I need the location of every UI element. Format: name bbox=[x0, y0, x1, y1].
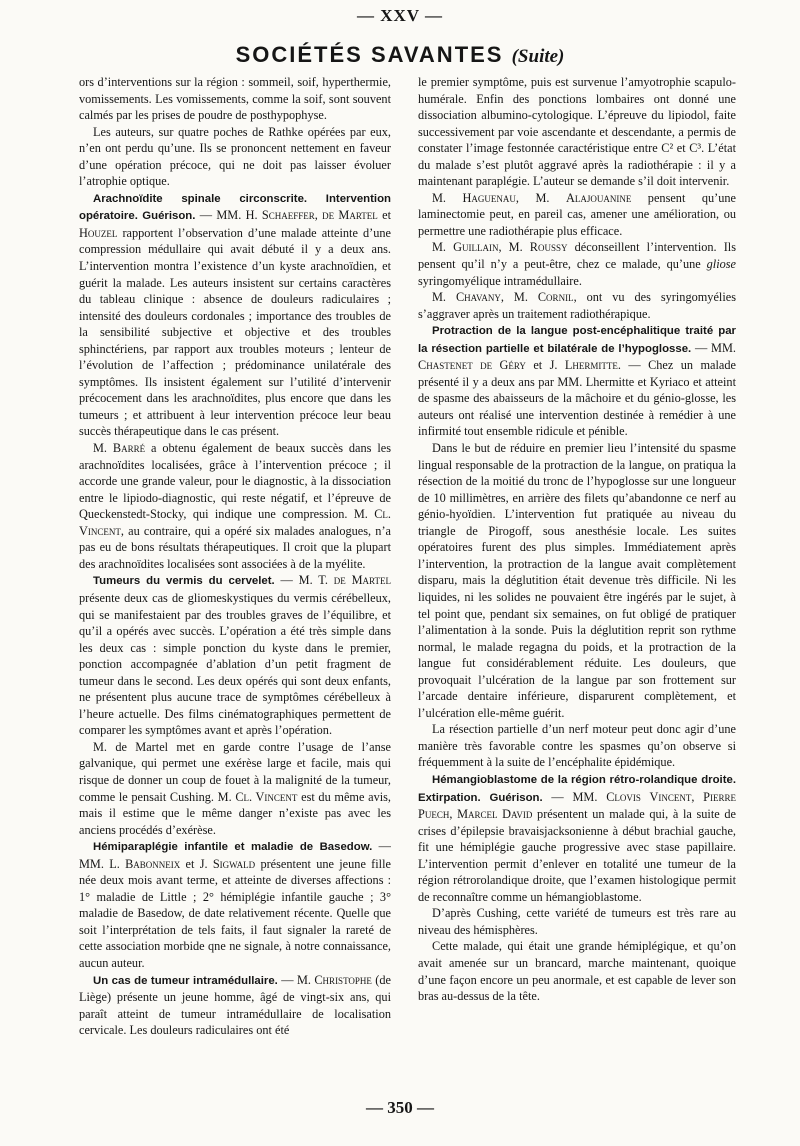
paragraph: Les auteurs, sur quatre poches de Rathke opérées par eux, n’en ont perdu qu’une. Ils se prononcent nettement en faveur d’une opération précoce, qui ne doit pas laisser évoluer l’atrophie optique. bbox=[79, 124, 391, 189]
section-title-suffix: (Suite) bbox=[511, 46, 565, 67]
paragraph-guillain bbox=[418, 239, 736, 289]
paragraph-hemiparaplegie bbox=[79, 838, 391, 971]
roman-page-number: — XXV — bbox=[356, 6, 444, 25]
text-run: déconseillent l’intervention. Ils pensent qu’il n’y a peut-être, chez ce malade, qu’une bbox=[418, 240, 736, 272]
author-name: Christophe bbox=[314, 972, 372, 987]
text-run: , M. bbox=[515, 190, 566, 205]
paragraph: D’après Cushing, cette variété de tumeurs est très rare au niveau des hémisphères. bbox=[418, 906, 736, 937]
author-name: Clovis Vincent, Pierre Puech, Marcel David bbox=[418, 789, 736, 822]
text-run: . — Chez un malade présenté il y a deux ans par MM. Lhermitte et Kyriaco et atteint de spasme des abaisseurs de la mâchoire et du génio-glosse, les auteurs ont réalisé une intervention destinée à remédier à une infirmité tout ensemble ridicule et pénible. bbox=[418, 358, 736, 439]
text-run: pensent qu’une laminectomie peut, en pareil cas, amener une amélioration, ou permettre une radiothérapie plus efficace. bbox=[418, 190, 736, 238]
author-name: Lhermitte bbox=[564, 358, 618, 373]
text-run: M. de Martel met en garde contre l’usage de l’anse galvanique, qui permet une exérèse large et facile, mais qui risque de donner un coup de fouet à la malignité de la tumeur, comme le pensait Cushing. M. bbox=[79, 739, 391, 804]
text-run: est du même avis, mais il estime que le même danger n’existe pas avec les anciens procédés d’exérèse. bbox=[79, 789, 391, 837]
article-heading: Protraction de la langue post-encéphalitique traité par la résection partielle et bilatérale de l’hypoglosse. bbox=[418, 325, 736, 355]
left-column bbox=[79, 74, 391, 1094]
paragraph-de-martel bbox=[79, 739, 391, 838]
text-run: M. bbox=[432, 290, 456, 305]
paragraph: Cette malade, qui était une grande hémiplégique, et qu’on avait amenée sur un brancard, marche maintenant, quoique d’une façon encore un peu anormale, et est capable de lever son bras au-dessus de la tête. bbox=[418, 939, 736, 1004]
page-number: — 350 — bbox=[366, 1098, 434, 1117]
text-run: — MM. bbox=[542, 789, 607, 804]
author-name: Chavany bbox=[455, 290, 501, 305]
author-name: Alajouanine bbox=[565, 190, 632, 205]
text-run: — M. bbox=[277, 972, 315, 987]
text-run: , M. bbox=[498, 240, 530, 255]
text-run: (de Liège) présente un jeune homme, âgé de vingt-six ans, qui paraît atteint de tumeur intramédullaire de localisation cervicale. Les douleurs radiculaires ont été bbox=[79, 972, 391, 1038]
text-run: et J. bbox=[525, 358, 565, 373]
author-name: Cornil bbox=[537, 290, 574, 305]
text-run: — MM. bbox=[691, 340, 736, 355]
author-name: Schaeffer, de Martel bbox=[261, 208, 378, 223]
author-name: Sigwald bbox=[212, 856, 256, 871]
author-name: Roussy bbox=[529, 240, 568, 255]
article-heading: Tumeurs du vermis du cervelet. bbox=[93, 575, 275, 588]
text-run: et bbox=[377, 208, 391, 223]
author-name: Cl. Vincent bbox=[235, 789, 298, 804]
italic-term: gliose bbox=[706, 257, 736, 272]
paragraph-hemangioblastome bbox=[418, 771, 736, 905]
right-column bbox=[418, 74, 736, 1094]
section-title bbox=[0, 42, 800, 68]
paragraph: La résection partielle d’un nerf moteur peut donc agir d’une manière très favorable contre les spasmes qu’on observe si fréquemment à la suite de l’encéphalite épidémique. bbox=[418, 722, 736, 770]
text-run: , au contraire, qui a opéré six malades analogues, n’a pas eu de bons résultats thérapeutiques. Il croit que la plupart des arachnoïdites localisées sont associées à de la myélite. bbox=[79, 523, 391, 571]
text-run: présentent une jeune fille née deux mois avant terme, et atteinte de diverses affections : 1° maladie de Little ; 2° hémiplégie infantile gauche ; 3° maladie de Basedow, de date relativement récente. Quelle que soit l’interprétation de tels faits, il faut signaler la rareté de cette association morbide qne ne signale, à notre connaissance, aucun auteur. bbox=[79, 856, 391, 970]
text-run: , ont vu des syringomyélies s’aggraver après un traitement radiothérapique. bbox=[418, 290, 736, 321]
text-run: — MM. L. bbox=[79, 839, 391, 871]
text-run: M. bbox=[93, 441, 113, 456]
author-name: Barré bbox=[112, 441, 146, 456]
author-name: de Martel bbox=[333, 573, 391, 588]
author-name: Chastenet de Géry bbox=[418, 358, 526, 373]
paragraph-arachnoidite bbox=[79, 190, 391, 440]
text-run: — M. T. bbox=[274, 573, 334, 588]
paragraph-haguenau bbox=[418, 190, 736, 240]
text-run: et J. bbox=[180, 856, 213, 871]
paragraph-chavany bbox=[418, 289, 736, 322]
paragraph: ors d’interventions sur la région : sommeil, soif, hyperthermie, vomissements. Les vomissements, comme la soif, sont souvent calmés par les prises de poudre de posthypophyse. bbox=[79, 75, 391, 123]
article-heading: Hémiparaplégie infantile et maladie de Basedow. bbox=[93, 841, 373, 854]
article-heading: Hémangioblastome de la région rétro-rolandique droite. Extirpation. Guérison. bbox=[418, 773, 736, 804]
article-heading: Un cas de tumeur intramédullaire. bbox=[93, 974, 278, 987]
section-title-text: SOCIÉTÉS SAVANTES bbox=[235, 42, 504, 67]
text-run: rapportent l’observation d’une malade atteinte d’une compression médullaire qui avait débuté il y a deux ans. L’intervention montra l’existence d’un kyste arachnoïdien, et guérit la malade. Les auteurs insistent sur certains caractères du tableau clinique : absence de douleurs radiculaires ; intensité des douleurs cordonales ; importance des troubles de la sensibilité subjective et objective et des troubles sphinctériens, par rapport aux troubles moteurs ; lenteur de l’évolution de l’affection ; prédominance unilatérale des symptômes. Ils insistent également sur l’utilité d’intervenir précocement dans les arachnoïdites, plus encore que dans les tumeurs ; et attribuent à leur intervention précoce leur beau succès thérapeutique dans le cas présent. bbox=[79, 225, 391, 439]
text-run: a obtenu également de beaux succès dans les arachnoïdites localisées, grâce à l’intervention précoce ; il accorde une grande valeur, pour le diagnostic, à la dissociation entre le lipiodo-diagnostic, qui reste négatif, et l’épreuve de Queckenstedt-Stocky, qui indique une compression. M. bbox=[79, 441, 391, 522]
article-heading: Arachnoïdite spinale circonscrite. Intervention opératoire. Guérison. bbox=[79, 192, 391, 223]
text-run: présentent un malade qui, à la suite de crises d’épilepsie bravaisjacksonienne à début brachial gauche, fit une hémiplégie gauche progressive avec stase papillaire. L’intervention permit d’enlever en totalité une tumeur de la région rétrorolandique droite, que l’examen histologique permit de reconnaître comme un hémangioblastome. bbox=[418, 807, 736, 904]
paragraph: le premier symptôme, puis est survenue l’amyotrophie scapulo-humérale. Enfin des ponctions lombaires ont donné une dissociation albumino-cytologique. L’épreuve du lipiodol, faite successivement par voie ascendante et descendante, a permis de constater l’image festonnée caractéristique entre C² et C³. L’état du malade s’est plutôt aggravé après la radiothérapie : il y a maintenant paraplégie. L’auteur se demande s’il doit intervenir. bbox=[418, 75, 736, 189]
text-run: — MM. H. bbox=[195, 208, 262, 223]
paragraph-tumeur-intramedullaire bbox=[79, 972, 391, 1039]
author-name: Houzel bbox=[79, 225, 118, 240]
text-run: M. bbox=[432, 240, 454, 255]
paragraph: Dans le but de réduire en premier lieu l’intensité du spasme lingual responsable de la protraction de la langue, on pratiqua la résection de la moitié du tronc de l’hypoglosse sur une longueur de 10 millimètres, en arrière des filets qu’abandonne ce nerf au génio-hyoïdien. L’intervention fut pratiquée au niveau du triangle de Pirogoff, sous anesthésie locale. Les suites opératoires furent des plus simples. Immédiatement après l’intervention, la protraction de la langue avait complètement disparu, mais la déglutition était devenue très difficile. Ni les liquides, ni les solides ne pouvaient être ingérés par le sujet, à tel point que, pendant six semaines, on fut obligé de pratiquer l’alimentation à la sonde. Puis la déglutition reprit son rythme normal, le malade regagna du poids, et la protraction de la langue fut considérablement réduite. Les douleurs, que provoquait l’ulcération de la langue par son frottement sur l’arcade dentaire inférieure, disparurent complètement, et l’ulcération elle-même guérit. bbox=[418, 441, 736, 720]
paragraph-protraction bbox=[418, 322, 736, 440]
author-name: Babonneix bbox=[125, 856, 181, 871]
text-run: M. bbox=[432, 190, 463, 205]
text-run: syringomyélique intramédullaire. bbox=[418, 273, 582, 288]
author-name: Haguenau bbox=[462, 190, 516, 205]
text-run: , M. bbox=[500, 290, 538, 305]
paragraph-barre bbox=[79, 440, 391, 572]
paragraph-vermis bbox=[79, 572, 391, 738]
author-name: Cl. Vincent bbox=[79, 507, 391, 538]
author-name: Guillain bbox=[453, 240, 499, 255]
text-run: présente deux cas de gliomeskystiques du vermis cérébelleux, qui se manifestaient par des troubles graves de l’équilibre, et qu’il a opérés avec succès. L’opération a été très simple dans les deux cas : simple ponction du kyste dans le premier, ponction accompagnée d’ablation d’un petit fragment de tumeur dans le second. Les deux opérés qui sont deux enfants, ne présentent plus aucune trace de symptômes cérébelleux à l’heure actuelle. Des films cinématographiques permettent de comparer les symptômes avant et après l’opération. bbox=[79, 590, 391, 738]
